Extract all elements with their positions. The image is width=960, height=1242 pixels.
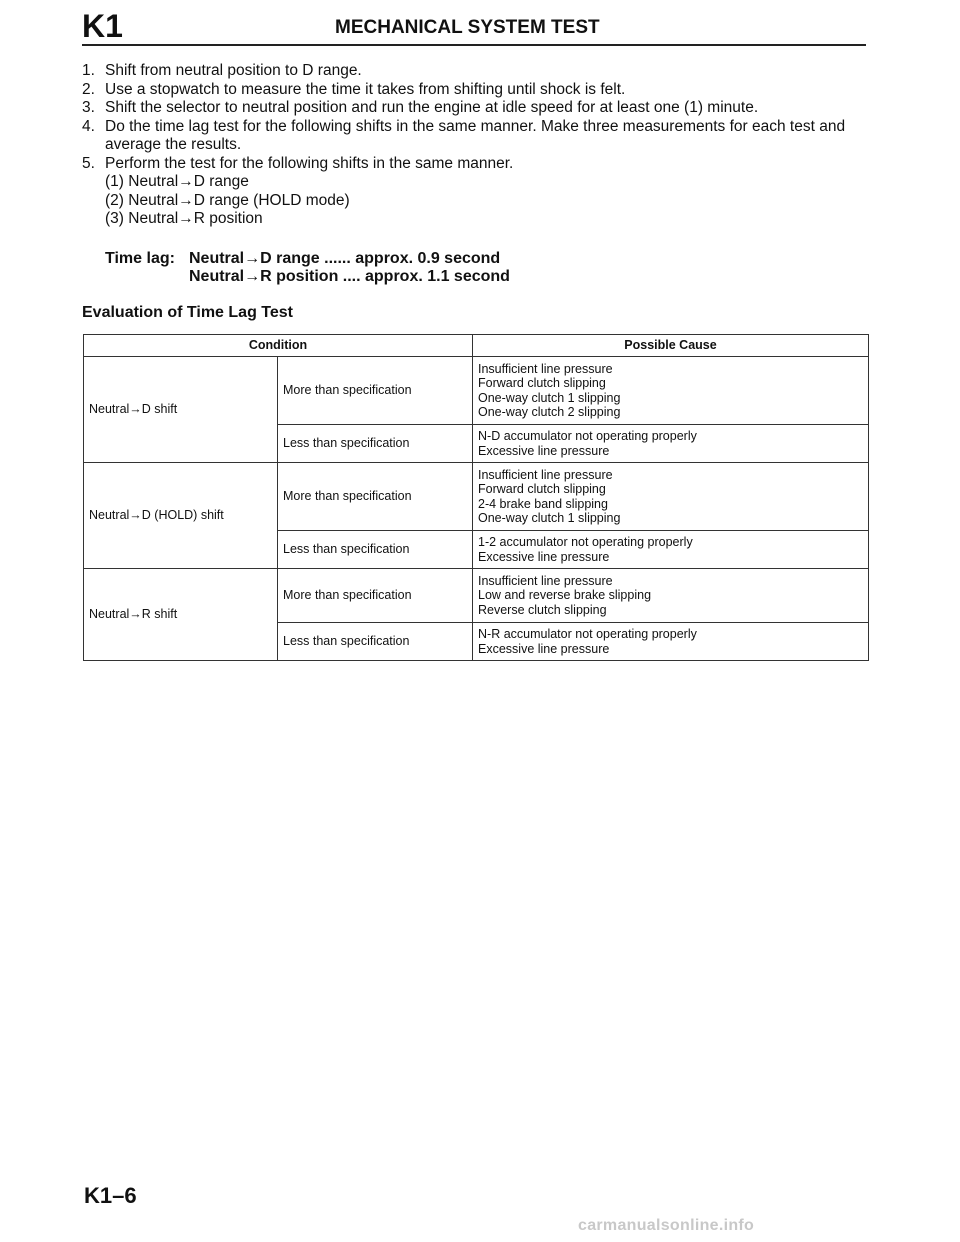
cause-cell: [473, 569, 869, 623]
cause-item: Forward clutch slipping: [478, 376, 606, 390]
cause-header: Possible Cause: [473, 335, 869, 357]
spec-cell: More than specification: [278, 357, 473, 425]
spec-cell: Less than specification: [278, 531, 473, 569]
time-lag-spec: [105, 250, 510, 286]
cause-item: Insufficient line pressure: [478, 573, 613, 588]
cause-cell: [473, 623, 869, 661]
step-number: 4.: [82, 117, 95, 135]
table-row: [84, 463, 869, 531]
page-title: MECHANICAL SYSTEM TEST: [335, 17, 600, 38]
substep-item: (2) Neutral→D range (HOLD mode): [105, 191, 350, 209]
cause-cell: [473, 425, 869, 463]
cause-item: Excessive line pressure: [478, 549, 610, 564]
step-text: Perform the test for the following shifts in the same manner.: [105, 154, 514, 172]
shift-cell: Neutral→D (HOLD) shift: [84, 463, 278, 569]
step-item: [82, 118, 882, 155]
cause-cell: [473, 357, 869, 425]
step-text: Shift the selector to neutral position and run the engine at idle speed for at least one (1) minute.: [105, 99, 759, 116]
substep-item: (1) Neutral→D range: [105, 173, 249, 190]
table-header-row: [84, 335, 869, 357]
cause-item: 2-4 brake band slipping: [478, 496, 608, 511]
cause-item: N-D accumulator not operating properly: [478, 429, 697, 443]
spec-cell: Less than specification: [278, 425, 473, 463]
cause-item: Insufficient line pressure: [478, 361, 613, 376]
step-number: 1.: [82, 62, 95, 79]
cause-cell: [473, 463, 869, 531]
step-number: 5.: [82, 154, 95, 172]
cause-item: One-way clutch 1 slipping: [478, 511, 621, 525]
evaluation-table: [83, 334, 869, 661]
procedure-steps: [82, 62, 882, 229]
step-number: 2.: [82, 80, 95, 98]
cause-item: Excessive line pressure: [478, 641, 610, 656]
cause-item: N-R accumulator not operating properly: [478, 627, 697, 641]
spec-cell: Less than specification: [278, 623, 473, 661]
substep-list: [105, 173, 882, 229]
time-lag-value: Neutral→D range ...... approx. 0.9 second: [189, 250, 501, 267]
cause-item: Low and reverse brake slipping: [478, 588, 652, 603]
watermark-text: carmanualsonline.info: [578, 1217, 755, 1234]
step-text: Shift from neutral position to D range.: [105, 62, 362, 79]
cause-cell: [473, 531, 869, 569]
step-item: [82, 99, 882, 118]
step-text: Do the time lag test for the following shifts in the same manner. Make three measurements for each test and average the results.: [105, 117, 846, 153]
cause-item: One-way clutch 1 slipping: [478, 390, 621, 405]
section-code: K1: [82, 8, 123, 44]
cause-item: Excessive line pressure: [478, 443, 610, 458]
shift-cell: Neutral→D shift: [84, 357, 278, 463]
cause-item: One-way clutch 2 slipping: [478, 405, 621, 419]
page-header: [82, 10, 866, 46]
cause-item: Insufficient line pressure: [478, 467, 613, 482]
page-number: K1–6: [84, 1183, 137, 1208]
cause-item: Reverse clutch slipping: [478, 602, 607, 617]
step-text: Use a stopwatch to measure the time it takes from shifting until shock is felt.: [105, 80, 626, 98]
step-item: [82, 62, 882, 81]
table-row: [84, 357, 869, 425]
shift-cell: Neutral→R shift: [84, 569, 278, 661]
time-lag-value: Neutral→R position .... approx. 1.1 second: [189, 268, 510, 285]
spec-cell: More than specification: [278, 463, 473, 531]
step-item: [82, 81, 882, 100]
condition-header: Condition: [84, 335, 473, 357]
substep-item: (3) Neutral→R position: [105, 210, 263, 227]
step-item: [82, 155, 882, 229]
cause-item: Forward clutch slipping: [478, 482, 606, 496]
step-number: 3.: [82, 99, 95, 116]
spec-cell: More than specification: [278, 569, 473, 623]
cause-item: 1-2 accumulator not operating properly: [478, 535, 693, 549]
time-lag-label: Time lag:: [105, 250, 175, 267]
evaluation-title: Evaluation of Time Lag Test: [82, 304, 293, 321]
table-row: [84, 569, 869, 623]
